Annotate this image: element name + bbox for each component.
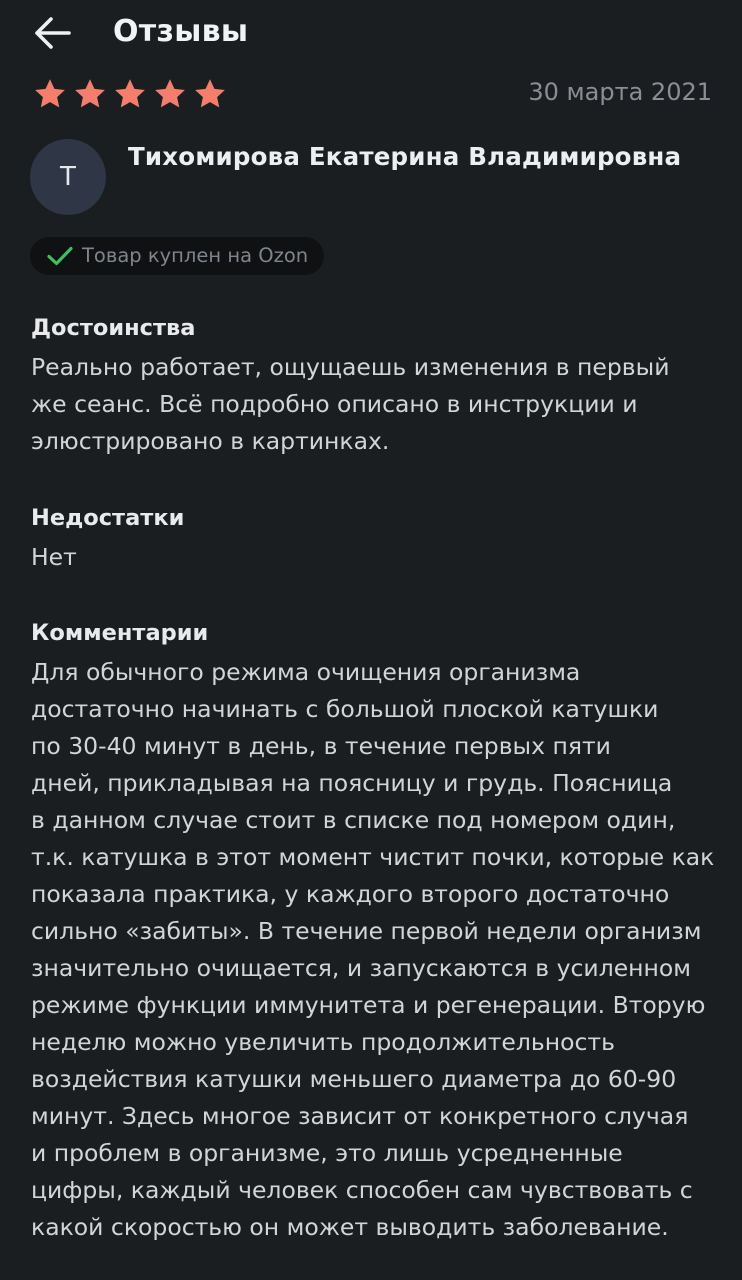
- star-icon: [152, 76, 188, 112]
- author-name: Тихомирова Екатерина Владимировна: [128, 142, 682, 171]
- star-icon: [192, 76, 228, 112]
- rating-row: [32, 74, 712, 110]
- arrow-left-icon: [33, 16, 71, 50]
- page-title: Отзывы: [113, 14, 249, 49]
- star-icon: [112, 76, 148, 112]
- comment-title: Комментарии: [31, 620, 209, 646]
- comment-section: [31, 617, 721, 1246]
- cons-text: Нет: [31, 543, 77, 571]
- cons-title: Недостатки: [31, 505, 185, 531]
- badge-text: Товар куплен на Ozon: [82, 244, 309, 267]
- verified-purchase-badge: [30, 237, 324, 275]
- comment-text: Для обычного режима очищения организма достаточно начинать с большой плоской катушки по 30-40 минут в день, в течение первых пяти дней, прикладывая на поясницу и грудь. Поясница в данном случае стоит в списке под номером один, т.к. катушка в этот момент чистит почки, которые как показала практика, у каждого второго достаточно сильно «забиты». В течение первой недели организм значительно очищается, и запускаются в усиленном режиме функции иммунитета и регенерации. Вторую неделю можно увеличить продолжительность воздействия катушки меньшего диаметра до 60-90 минут. Здесь многое зависит от конкретного случая и проблем в организме, это лишь усредненные цифры, каждый человек способен сам чувствовать с какой скоростью он может выводить заболевание.: [31, 658, 715, 1241]
- avatar[interactable]: [30, 139, 106, 215]
- star-icon: [72, 76, 108, 112]
- back-button[interactable]: [30, 12, 74, 54]
- checkmark-icon: [46, 245, 74, 267]
- star-icon: [32, 76, 68, 112]
- pros-section: [31, 312, 721, 460]
- review-date: 30 марта 2021: [528, 78, 712, 106]
- header: [0, 0, 742, 66]
- pros-title: Достоинства: [31, 315, 196, 341]
- star-rating: [32, 76, 228, 112]
- avatar-initial: Т: [60, 162, 76, 192]
- pros-text: Реально работает, ощущаешь изменения в первый же сеанс. Всё подробно описано в инструкции и элюстрировано в картинках.: [31, 353, 670, 455]
- cons-section: [31, 502, 721, 576]
